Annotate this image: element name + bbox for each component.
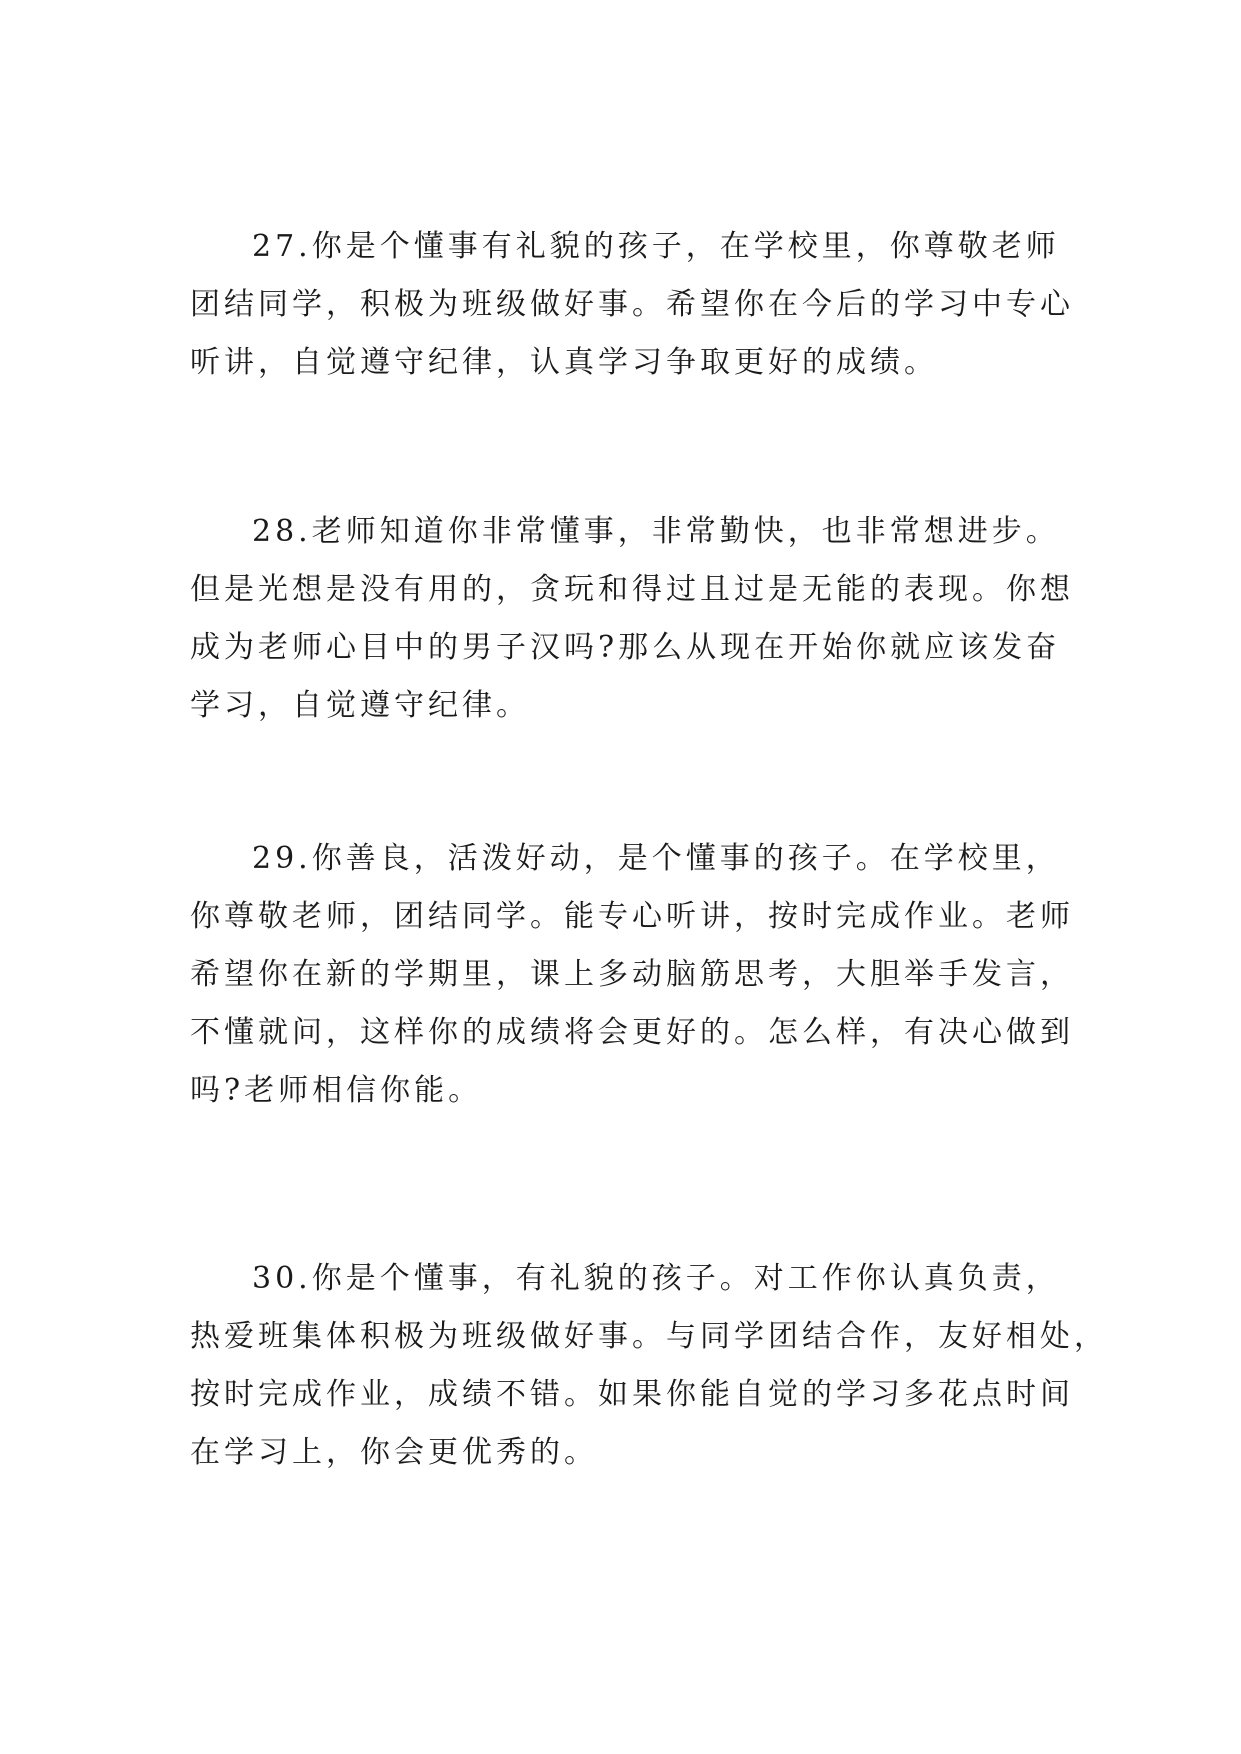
paragraph-line: 热爱班集体积极为班级做好事。与同学团结合作，友好相处， bbox=[190, 1319, 1108, 1354]
paragraph-line: 听讲，自觉遵守纪律，认真学习争取更好的成绩。 bbox=[190, 345, 938, 380]
paragraph-line: 学习，自觉遵守纪律。 bbox=[190, 688, 530, 723]
paragraph-line: 团结同学，积极为班级做好事。希望你在今后的学习中专心 bbox=[190, 287, 1074, 322]
paragraph-line: 29.你善良，活泼好动，是个懂事的孩子。在学校里， bbox=[252, 841, 1060, 876]
paragraph-line: 28.老师知道你非常懂事，非常勤快，也非常想进步。 bbox=[252, 514, 1060, 549]
paragraph-line: 27.你是个懂事有礼貌的孩子，在学校里，你尊敬老师 bbox=[252, 229, 1060, 264]
paragraph-line: 30.你是个懂事，有礼貌的孩子。对工作你认真负责， bbox=[252, 1261, 1060, 1296]
paragraph-line: 但是光想是没有用的，贪玩和得过且过是无能的表现。你想 bbox=[190, 572, 1074, 607]
comment-paragraph-27 bbox=[190, 218, 1074, 392]
paragraph-line: 吗?老师相信你能。 bbox=[190, 1073, 483, 1108]
paragraph-line: 你尊敬老师，团结同学。能专心听讲，按时完成作业。老师 bbox=[190, 899, 1074, 934]
paragraph-line: 成为老师心目中的男子汉吗?那么从现在开始你就应该发奋 bbox=[190, 630, 1061, 665]
paragraph-line: 在学习上，你会更优秀的。 bbox=[190, 1435, 598, 1470]
paragraph-line: 希望你在新的学期里，课上多动脑筋思考，大胆举手发言， bbox=[190, 957, 1074, 992]
comment-paragraph-30 bbox=[190, 1250, 1108, 1482]
comment-paragraph-28 bbox=[190, 503, 1074, 735]
comment-paragraph-29 bbox=[190, 830, 1074, 1120]
paragraph-line: 不懂就问，这样你的成绩将会更好的。怎么样，有决心做到 bbox=[190, 1015, 1074, 1050]
paragraph-line: 按时完成作业，成绩不错。如果你能自觉的学习多花点时间 bbox=[190, 1377, 1074, 1412]
